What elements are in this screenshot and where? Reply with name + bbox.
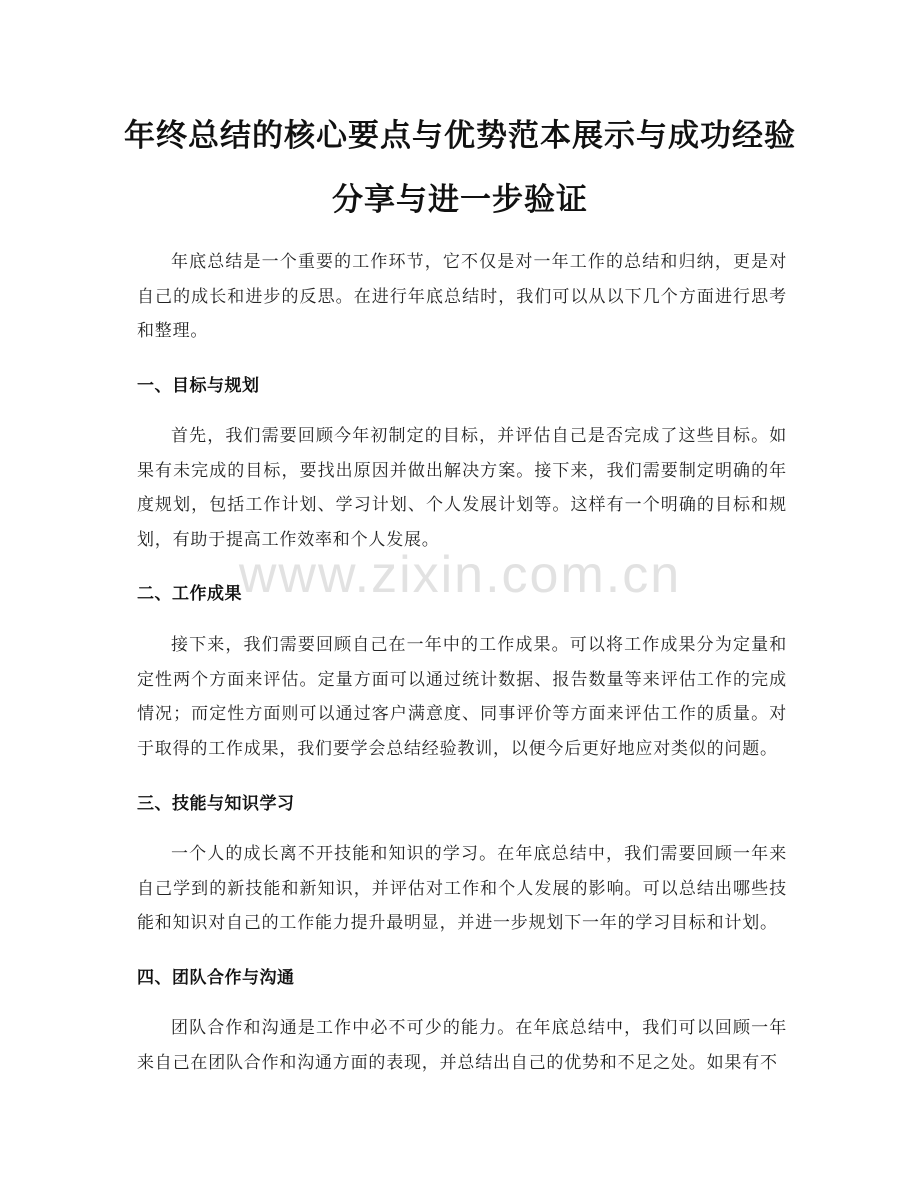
document-title: 年终总结的核心要点与优势范本展示与成功经验分享与进一步验证 [124, 118, 796, 218]
section-heading-results: 二、工作成果 [137, 584, 242, 604]
section-heading-teamwork: 四、团队合作与沟通 [137, 968, 295, 988]
section-paragraph-skills: 一个人的成长离不开技能和知识的学习。在年底总结中，我们需要回顾一年来自己学到的新技能和新知识，并评估对工作和个人发展的影响。可以总结出哪些技能和知识对自己的工作能力提升最明显，并进一步规划下一年的学习目标和计划。 [137, 844, 787, 933]
section-heading-goals: 一、目标与规划 [137, 376, 260, 396]
section-heading-skills: 三、技能与知识学习 [137, 794, 295, 814]
section-paragraph-goals: 首先，我们需要回顾今年初制定的目标，并评估自己是否完成了这些目标。如果有未完成的目标，要找出原因并做出解决方案。接下来，我们需要制定明确的年度规划，包括工作计划、学习计划、个人发展计划等。这样有一个明确的目标和规划，有助于提高工作效率和个人发展。 [137, 426, 787, 550]
section-paragraph-results: 接下来，我们需要回顾自己在一年中的工作成果。可以将工作成果分为定量和定性两个方面来评估。定量方面可以通过统计数据、报告数量等来评估工作的完成情况；而定性方面则可以通过客户满意度、同事评价等方面来评估工作的质量。对于取得的工作成果，我们要学会总结经验教训，以便今后更好地应对类似的问题。 [137, 635, 787, 759]
intro-paragraph: 年底总结是一个重要的工作环节，它不仅是对一年工作的总结和归纳，更是对自己的成长和进步的反思。在进行年底总结时，我们可以从以下几个方面进行思考和整理。 [137, 252, 787, 341]
watermark: www.zixin.com.cn [238, 546, 682, 604]
section-paragraph-teamwork: 团队合作和沟通是工作中必不可少的能力。在年底总结中，我们可以回顾一年来自己在团队合作和沟通方面的表现，并总结出自己的优势和不足之处。如果有不 [137, 1018, 787, 1073]
